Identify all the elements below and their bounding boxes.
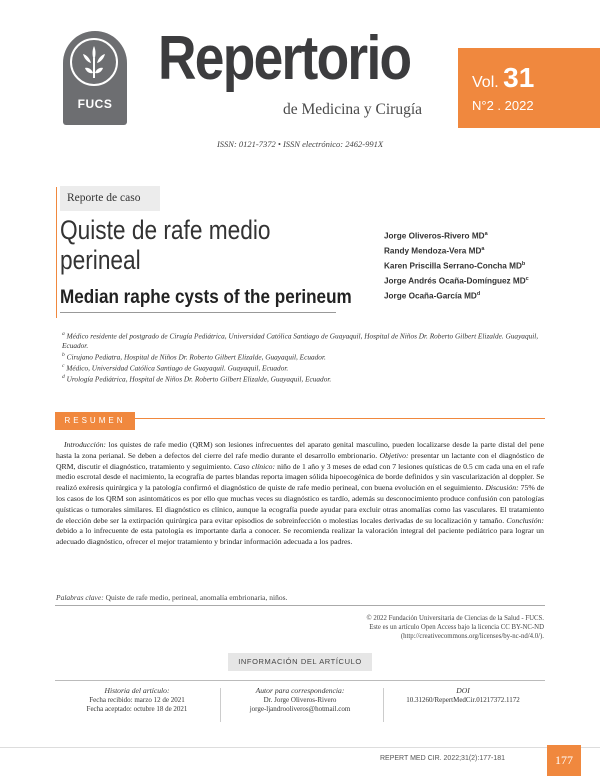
correspondence-name: Dr. Jorge Oliveros-Rivero [263, 695, 337, 704]
author: Randy Mendoza-Vera $MD^a$ [384, 246, 485, 256]
issn: ISSN: 0121-7372 • ISSN electrónico: 2462-991X [216, 139, 384, 149]
volume-label: Vol. 31 [472, 62, 535, 93]
author: Jorge Ocaña-García $MD^d$ [384, 291, 481, 301]
author: Karen Priscilla Serrano-Concha $MD^b$ [384, 261, 526, 271]
journal-title: Repertorio [158, 24, 411, 93]
author-list [384, 228, 529, 303]
author: Jorge Oliveros-Rivero $MD^a$ [384, 231, 488, 241]
doi-link[interactable]: 10.31260/RepertMedCir.01217372.1172 [406, 695, 520, 704]
affiliations [62, 330, 562, 384]
fucs-logo [63, 31, 127, 125]
copyright: © 2022 Fundación Universitaria de Ciencias de la Salud - FUCS. [366, 615, 544, 622]
article-history [55, 686, 219, 715]
info-heading: INFORMACIÓN DEL ARTÍCULO [228, 653, 372, 671]
abstract-body [56, 440, 544, 548]
accent-rule [56, 187, 57, 318]
affiliation: $^a$ Médico residente del postgrado de Cirugía Pediátrica, Universidad Católica Santiago de Guayaquil, Hospital de Niños Dr. Roberto Gilbert Elizalde. Guayaquil, Ecuador. [62, 331, 539, 351]
received-date: Fecha recibido: marzo 12 de 2021 [89, 695, 185, 704]
info-divider [55, 680, 545, 681]
citation: REPERT MED CIR. 2022;31(2):177-181 [380, 755, 506, 762]
logo-text: FUCS [77, 97, 113, 111]
issue-number: N°2 . 2022 [472, 98, 534, 113]
affiliation: $^c$ Médico, Universidad Católica Santiago de Guayaquil. Guayaquil, Ecuador. [62, 362, 289, 373]
article-type-tag: Reporte de caso [60, 186, 160, 211]
logo-emblem [70, 38, 118, 86]
affiliation: $^d$ Urología Pediátrica, Hospital de Niños Dr. Roberto Gilbert Elizalde, Guayaquil, Ecuador. [62, 373, 332, 384]
author: Jorge Andrés Ocaña-Domínguez $MD^c$ [384, 276, 529, 286]
correspondence-email[interactable]: jorge-ljandrooliveros@hotmail.com [249, 705, 351, 714]
keywords: Palabras clave: Quiste de rafe medio, perineal, anomalía embrionaria, niños. [56, 593, 288, 602]
volume-box [458, 48, 600, 128]
volume-number: 31 [503, 62, 535, 93]
page-number: 177 [547, 745, 581, 776]
license-notice [260, 614, 544, 641]
resumen-heading: RESUMEN [55, 412, 135, 430]
article-title: Quiste de rafe medio perineal [60, 215, 271, 275]
accepted-date: Fecha aceptado: octubre 18 de 2021 [86, 705, 188, 714]
journal-subtitle: de Medicina y Cirugía [283, 101, 423, 118]
history-label: Historia del artículo: [104, 686, 170, 695]
abstract-paragraph: Introducción: los quistes de rafe medio (QRM) son lesiones infrecuentes del aparato genital masculino, pueden localizarse desde la parte distal del pene hasta la zona perianal. Se deben a defectos del cierre del rafe medio durante el desarrollo embrionario. Objetivo: presentar un lactante con el diagnóstico de QRM, discutir el diagnóstico, tratamiento y seguimiento. Caso clínico: niño de 1 año y 3 meses de edad con 7 lesiones quísticas de 0.5 cm cada una en el rafe medio escrotal desde el nacimiento, la ecografía de partes blandas reporta imagen sólida hipoecogénica de borde definidos y sin vascularización al doppler. Se realizó exéresis quirúrgica y la patología confirmó el diagnóstico de quiste de rafe medio perineal, con buena evolución en el seguimiento. Discusión: 75% de los casos de los QRM son asintomáticos es por ello que muchas veces su diagnóstico es tardío, además su desconocimiento produce confusión con patologías quísticas o tumorales similares. El diagnóstico es clínico, aunque la ecografía puede ayudar para excluir otras anomalías como las vasculares. El tratamiento de elección debe ser la extirpación quirúrgica para evitar episodios de sobreinfección o molestias locales derivadas de su localización y tamaño. Conclusión: debido a lo infrecuente de esta patología es importante darla a conocer. Se recomienda realizar la valoración integral del paciente pediátrico para lograr un adecuado diagnóstico, ofrecer el mejor tratamiento y brindar información adecuada a los padres. [56, 440, 545, 547]
footer-rule [0, 747, 600, 748]
doi-label: DOI [456, 686, 470, 695]
keywords-divider [55, 605, 545, 606]
article-title-en: Median raphe cysts of the perineum [60, 287, 352, 308]
doi-block [381, 686, 545, 705]
title-divider [60, 312, 336, 313]
correspondence [218, 686, 382, 715]
license-text: Este es un artículo Open Access bajo la licencia CC BY-NC-ND (http://creativecommons.org/licenses/by-nc-nd/4.0/). [369, 624, 544, 640]
affiliation: $^b$ Cirujano Pediatra, Hospital de Niños Dr. Roberto Gilbert Elizalde, Guayaquil, Ecuador. [62, 351, 326, 362]
correspondence-label: Autor para correspondencia: [255, 686, 345, 695]
